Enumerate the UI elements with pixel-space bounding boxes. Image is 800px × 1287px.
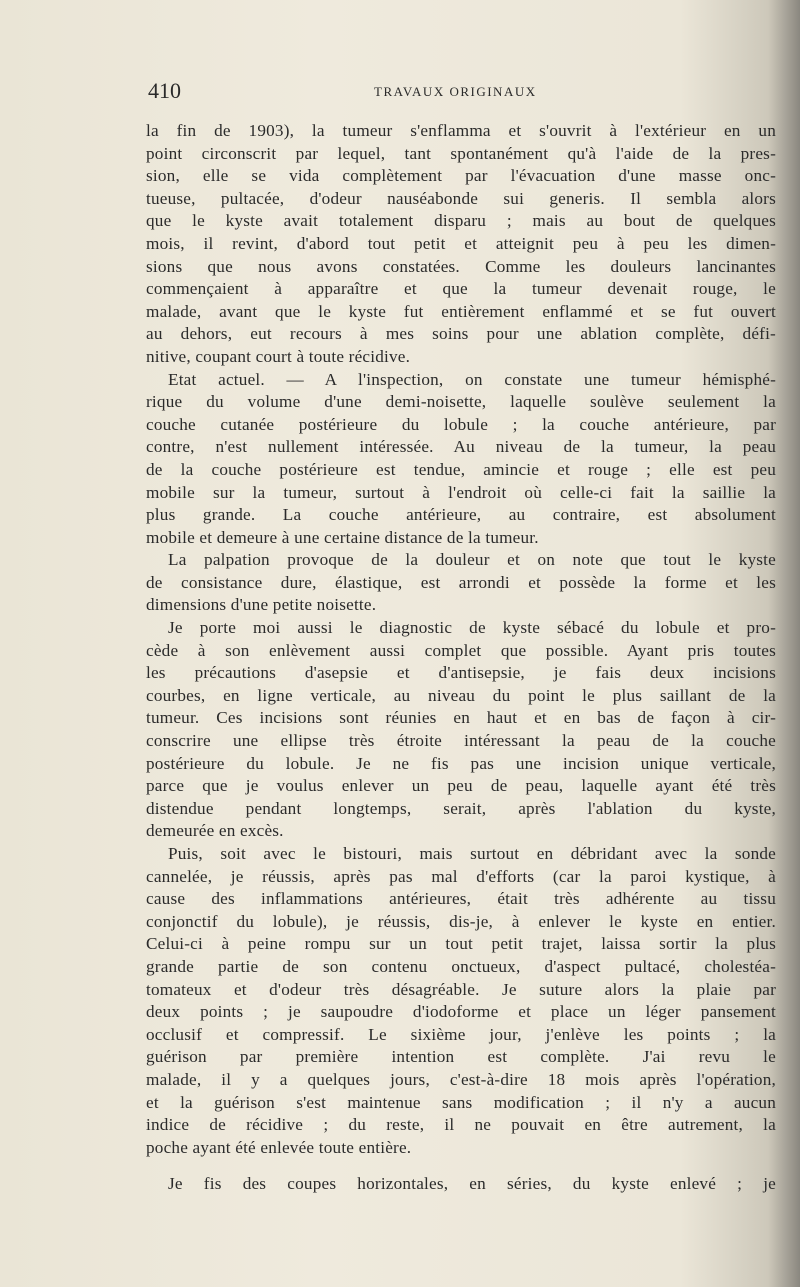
text-line: Celui-ci à peine rompu sur un tout petit trajet, laissa sortir la plus	[146, 934, 776, 954]
text-line: tomateux et d'odeur très désagréable. Je suture alors la plaie par	[146, 979, 776, 999]
text-line: indice de récidive ; du reste, il ne pouvait en être autrement, la	[146, 1115, 776, 1135]
text-line: guérison par première intention est complète. J'ai revu le	[146, 1047, 776, 1067]
text-line: grande partie de son contenu onctueux, d'aspect pultacé, cholestéa-	[146, 956, 776, 976]
text-line: conjonctif du lobule), je réussis, dis-je, à enlever le kyste en entier.	[146, 911, 776, 931]
text-line: postérieure du lobule. Je ne fis pas une incision unique verticale,	[146, 753, 776, 773]
text-line: demeurée en excès.	[146, 821, 284, 841]
text-line: Je porte moi aussi le diagnostic de kyste sébacé du lobule et pro-	[168, 618, 776, 638]
text-line: Etat actuel. — A l'inspection, on constate une tumeur hémisphé-	[168, 369, 776, 389]
text-line: cannelée, je réussis, après pas mal d'efforts (car la paroi kystique, à	[146, 866, 776, 886]
text-line: les précautions d'asepsie et d'antisepsie, je fais deux incisions	[146, 663, 776, 683]
text-line: rique du volume d'une demi-noisette, laquelle soulève seulement la	[146, 392, 776, 412]
text-line: mobile sur la tumeur, surtout à l'endroit où celle-ci fait la saillie la	[146, 482, 776, 502]
body-text	[146, 120, 776, 1196]
text-line: La palpation provoque de la douleur et on note que tout le kyste	[168, 550, 776, 570]
text-line: deux points ; je saupoudre d'iodoforme et place un léger pansement	[146, 1002, 776, 1022]
page-header	[148, 78, 768, 108]
running-title: TRAVAUX ORIGINAUX	[374, 84, 537, 99]
text-line: conscrire une ellipse très étroite intéressant la peau de la couche	[146, 731, 776, 751]
text-line: et la guérison s'est maintenue sans modification ; il n'y a aucun	[146, 1092, 776, 1112]
text-line: parce que je voulus enlever un peu de peau, laquelle ayant été très	[146, 776, 776, 796]
text-line: mois, il revint, d'abord tout petit et atteignit peu à peu les dimen-	[146, 233, 776, 253]
text-line: contre, n'est nullement intéressée. Au niveau de la tumeur, la peau	[146, 437, 776, 457]
text-line: dimensions d'une petite noisette.	[146, 595, 377, 615]
text-line: couche cutanée postérieure du lobule ; la couche antérieure, par	[146, 414, 776, 434]
text-line: cède à son enlèvement aussi complet que possible. Ayant pris toutes	[146, 640, 776, 660]
text-line: de la couche postérieure est tendue, amincie et rouge ; elle est peu	[146, 459, 776, 479]
text-line: nitive, coupant court à toute récidive.	[146, 346, 411, 366]
text-line: malade, avant que le kyste fut entièrement enflammé et se fut ouvert	[146, 301, 776, 321]
text-line: Puis, soit avec le bistouri, mais surtout en débridant avec la sonde	[168, 844, 776, 863]
text-line: point circonscrit par lequel, tant spontanément qu'à l'aide de la pres-	[146, 143, 776, 163]
text-line: sion, elle se vida complètement par l'évacuation d'une masse onc-	[146, 166, 776, 186]
text-line: mobile et demeure à une certaine distance de la tumeur.	[146, 527, 539, 547]
text-line: courbes, en ligne verticale, au niveau du point le plus saillant de la	[146, 685, 776, 705]
text-line: plus grande. La couche antérieure, au contraire, est absolument	[146, 505, 776, 525]
text-line: sions que nous avons constatées. Comme les douleurs lancinantes	[146, 256, 776, 276]
text-line: au dehors, eut recours à mes soins pour une ablation complète, défi-	[146, 324, 776, 344]
text-line: que le kyste avait totalement disparu ; mais au bout de quelques	[146, 211, 776, 231]
text-line: de consistance dure, élastique, est arrondi et possède la forme et les	[146, 572, 776, 592]
text-line: commençaient à apparaître et que la tumeur devenait rouge, le	[146, 279, 776, 299]
text-line: tueuse, pultacée, d'odeur nauséabonde sui generis. Il sembla alors	[146, 188, 776, 208]
text-line: Je fis des coupes horizontales, en séries, du kyste enlevé ; je	[168, 1174, 776, 1194]
page-number: 410	[148, 78, 181, 103]
paragraph-gap	[146, 1159, 776, 1173]
text-line: malade, il y a quelques jours, c'est-à-dire 18 mois après l'opération,	[146, 1069, 776, 1089]
text-line: occlusif et compressif. Le sixième jour, j'enlève les points ; la	[146, 1024, 776, 1044]
text-line: cause des inflammations antérieures, était très adhérente au tissu	[146, 889, 776, 909]
text-line: poche ayant été enlevée toute entière.	[146, 1137, 412, 1157]
text-line: distendue pendant longtemps, serait, après l'ablation du kyste,	[146, 798, 776, 818]
text-line: la fin de 1903), la tumeur s'enflamma et s'ouvrit à l'extérieur en un	[146, 121, 776, 140]
text-line: tumeur. Ces incisions sont réunies en haut et en bas de façon à cir-	[146, 708, 776, 728]
